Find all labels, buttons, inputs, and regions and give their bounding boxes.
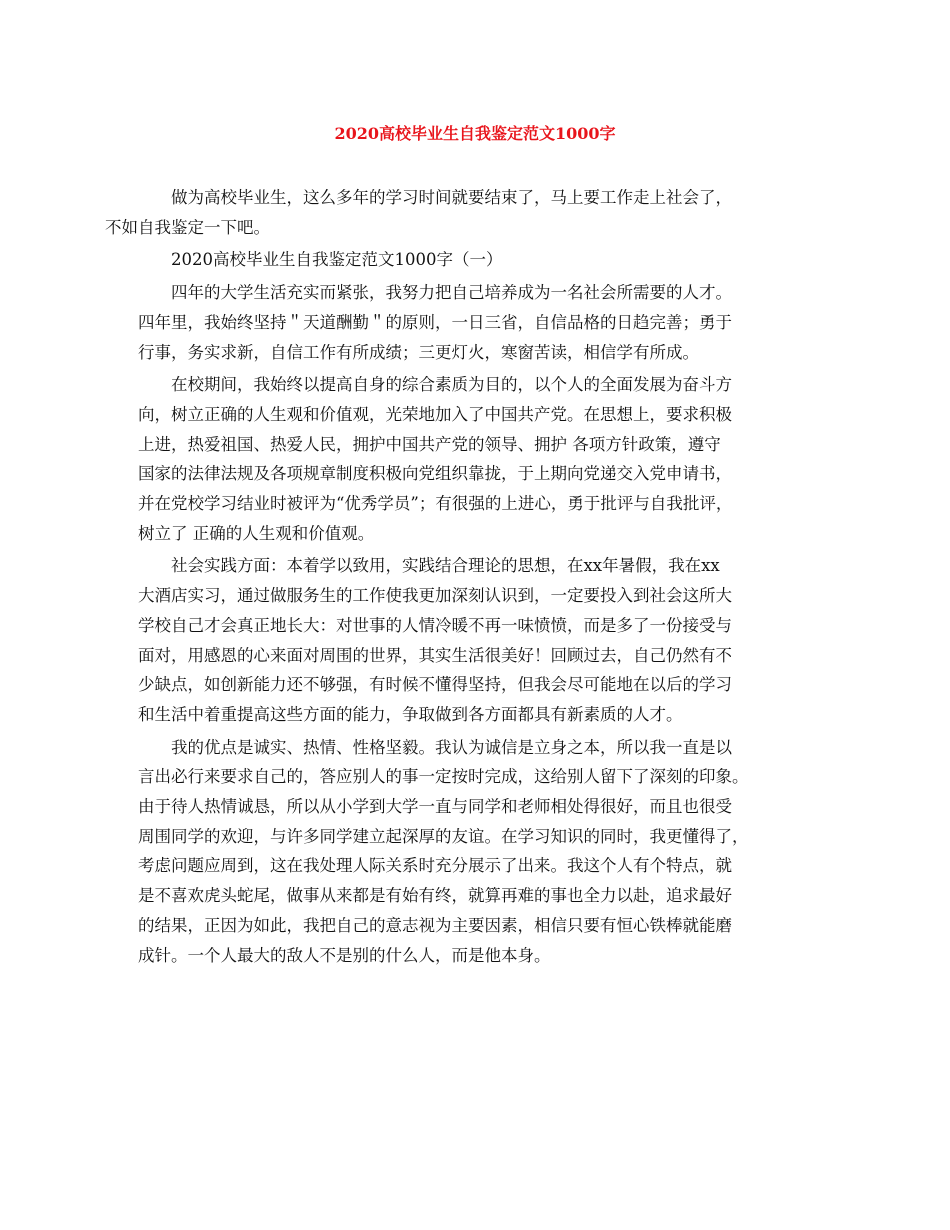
text-line: 的结果，正因为如此，我把自己的意志视为主要因素，相信只要有恒心铁棒就能磨 [138,915,732,935]
text-line: 我的优点是诚实、热情、性格坚毅。我认为诚信是立身之本，所以我一直是以 [171,737,732,757]
text-line: 学校自己才会真正地长大：对世事的人情冷暖不再一味愤愤，而是多了一份接受与 [138,615,732,635]
text-line: 四年的大学生活充实而紧张，我努力把自己培养成为一名社会所需要的人才。 [171,283,732,303]
text-line: 和生活中着重提高这些方面的能力，争取做到各方面都具有新素质的人才。 [138,704,683,724]
text-line: 做为高校毕业生，这么多年的学习时间就要结束了，马上要工作走上社会了， [171,188,732,207]
text-line: 国家的法律法规及各项规章制度积极向党组织靠拢，于上期向党递交入党申请书， [138,464,732,484]
paragraph-university-life [138,278,826,367]
document-body [105,183,826,973]
text-line: 树立了 正确的人生观和价值观。 [138,523,375,543]
text-line: 是不喜欢虎头蛇尾，做事从来都是有始有终，就算再难的事也全力以赴，追求最好 [138,886,732,906]
text-line: 成针。一个人最大的敌人不是别的什么人，而是他本身。 [138,945,551,965]
text-line: 不如自我鉴定一下吧。 [105,217,270,237]
text-line: 大酒店实习，通过做服务生的工作使我更加深刻认识到，一定要投入到社会这所大 [138,586,732,606]
text-line: 2020高校毕业生自我鉴定范文1000字（一） [171,250,503,270]
text-line: 并在党校学习结业时被评为“优秀学员”；有很强的上进心，勇于批评与自我批评， [138,494,733,514]
text-line: 社会实践方面：本着学以致用，实践结合理论的思想，在xx年暑假，我在xx [171,556,720,576]
document-title: 2020高校毕业生自我鉴定范文1000字 [334,124,616,143]
text-line: 向，树立正确的人生观和价值观，光荣地加入了中国共产党。在思想上，要求积极 [138,404,732,424]
text-line: 四年里，我始终坚持＂天道酬勤＂的原则，一日三省，自信品格的日趋完善；勇于 [138,312,732,332]
text-line: 言出必行来要求自己的，答应别人的事一定按时完成，这给别人留下了深刻的印象。 [138,767,749,787]
text-line: 在校期间，我始终以提高自身的综合素质为目的，以个人的全面发展为奋斗方 [171,375,732,395]
text-line: 上进，热爱祖国、热爱人民，拥护中国共产党的领导、拥护 各项方针政策，遵守 [138,434,721,454]
text-line: 考虑问题应周到，这在我处理人际关系时充分展示了出来。我这个人有个特点，就 [138,856,732,876]
text-line: 周围同学的欢迎，与许多同学建立起深厚的友谊。在学习知识的同时，我更懂得了， [138,826,749,846]
paragraph-strengths [138,733,826,971]
text-line: 由于待人热情诚恳，所以从小学到大学一直与同学和老师相处得很好，而且也很受 [138,797,732,817]
paragraph-intro [105,183,826,242]
text-line: 行事，务实求新，自信工作有所成绩；三更灯火，寒窗苦读，相信学有所成。 [138,342,699,362]
paragraph-social-practice [138,551,826,729]
text-line: 面对，用感恩的心来面对周围的世界，其实生活很美好！回顾过去，自己仍然有不 [138,645,732,665]
paragraph-school-period [138,370,826,548]
paragraph-section-heading [138,245,826,275]
text-line: 少缺点，如创新能力还不够强，有时候不懂得坚持，但我会尽可能地在以后的学习 [138,675,732,695]
